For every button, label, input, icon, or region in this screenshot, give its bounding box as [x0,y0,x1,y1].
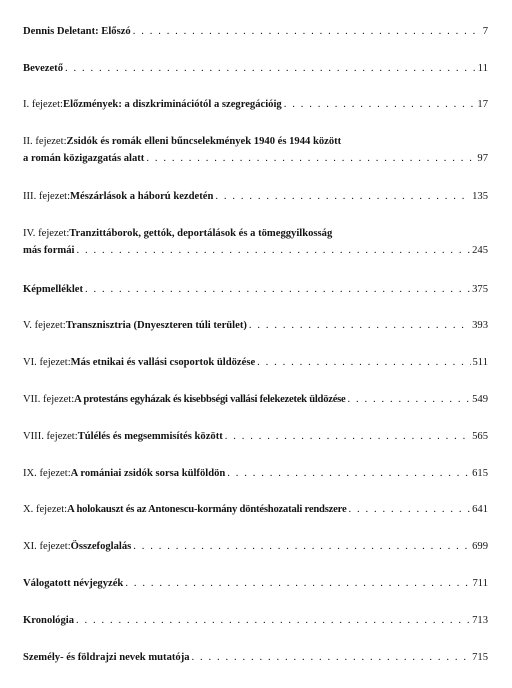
toc-chapter-prefix: VI. fejezet: [23,357,71,368]
toc-leader-dots [257,355,470,370]
toc-title: Transznisztria (Dnyeszteren túli terület) [65,320,247,331]
toc-page-number: 97 [477,153,488,164]
toc-page-number: 135 [472,191,488,202]
toc-entry [23,650,488,665]
toc-line [23,243,488,258]
toc-leader-dots [133,539,470,554]
toc-page-number: 699 [472,541,488,552]
toc-entry [23,97,488,112]
toc-leader-dots [125,576,470,591]
toc-entry [23,226,488,258]
toc-line [23,355,488,370]
toc-page-number: 713 [472,615,488,626]
toc-entry [23,189,488,204]
toc-page-number: 393 [472,320,488,331]
toc-chapter-prefix: IV. fejezet: [23,228,70,239]
toc-entry [23,576,488,591]
toc-page-number: 641 [472,504,488,515]
toc-entry [23,613,488,628]
toc-leader-dots [65,61,476,76]
toc-title: A protestáns egyházak és kisebbségi vallási felekezetek üldözése [74,394,346,405]
toc-chapter-prefix: X. fejezet: [23,504,68,515]
toc-chapter-prefix: II. fejezet: [23,136,67,147]
toc-page-number: 565 [472,431,488,442]
toc-page-number: 17 [477,99,488,110]
toc-line [23,392,488,407]
toc-title: Tranzittáborok, gettók, deportálások és a tömeggyilkosság [69,228,333,239]
toc-title: Összefoglalás [70,541,132,552]
toc-line [23,502,488,517]
toc-leader-dots [227,466,470,481]
toc-line [23,318,488,333]
toc-entry [23,392,488,407]
toc-entry [23,61,488,76]
toc-title-continuation: a román közigazgatás alatt [23,153,145,164]
toc-line [23,226,488,241]
toc-entry [23,134,488,166]
toc-entry [23,539,488,554]
toc-title: Zsidók és romák elleni bűncselekmények 1940 és 1944 között [66,136,342,147]
toc-line [23,539,488,554]
toc-line [23,189,488,204]
toc-leader-dots [146,151,475,166]
toc-line [23,576,488,591]
toc-title: A holokauszt és az Antonescu-kormány döntéshozatali rendszere [67,504,347,515]
toc-page-number: 245 [472,245,488,256]
toc-leader-dots [192,650,471,665]
toc-page-number: 711 [472,578,488,589]
toc-chapter-prefix: IX. fejezet: [23,468,71,479]
toc-entry [23,282,488,297]
toc-chapter-prefix: VII. fejezet: [23,394,75,405]
toc-leader-dots [249,318,470,333]
toc-chapter-prefix: V. fejezet: [23,320,66,331]
toc-line [23,650,488,665]
toc-title: Személy- és földrajzi nevek mutatója [23,652,190,663]
toc-chapter-prefix: VIII. fejezet: [23,431,78,442]
toc-entry [23,24,488,39]
toc-leader-dots [76,613,470,628]
toc-line [23,24,488,39]
toc-line [23,282,488,297]
toc-entry [23,466,488,481]
toc-title: Túlélés és megsemmisítés között [77,431,223,442]
toc-page-number: 549 [472,394,488,405]
toc-leader-dots [76,243,470,258]
toc-line [23,429,488,444]
toc-leader-dots [348,502,470,517]
toc-line [23,97,488,112]
toc-leader-dots [133,24,481,39]
toc-line [23,466,488,481]
toc-line [23,61,488,76]
toc-line [23,613,488,628]
toc-entry [23,355,488,370]
toc-entry [23,429,488,444]
toc-leader-dots [85,282,470,297]
toc-page-number: 7 [482,26,488,37]
toc-leader-dots [225,429,470,444]
toc-line [23,134,488,149]
toc-title: Kronológia [23,615,75,626]
toc-title: Dennis Deletant: Előszó [23,26,131,37]
toc-entry [23,502,488,517]
toc-page-number: 715 [472,652,488,663]
toc-line [23,151,488,166]
toc-title: Bevezető [23,63,63,74]
toc-page-number: 11 [477,63,488,74]
toc-chapter-prefix: I. fejezet: [23,99,63,110]
toc-leader-dots [215,189,470,204]
toc-chapter-prefix: XI. fejezet: [23,541,71,552]
toc-leader-dots [284,97,476,112]
toc-title: Válogatott névjegyzék [23,578,124,589]
toc-entry [23,318,488,333]
toc-page-number: 511 [472,357,488,368]
toc-title-continuation: más formái [23,245,75,256]
toc-title: A romániai zsidók sorsa külföldön [70,468,226,479]
toc-page-number: 375 [472,284,488,295]
toc-leader-dots [347,392,470,407]
toc-page-number: 615 [472,468,488,479]
toc-title: Előzmények: a diszkriminációtól a szegregációig [63,99,282,110]
toc-chapter-prefix: III. fejezet: [23,191,71,202]
toc-title: Képmelléklet [23,284,84,295]
toc-title: Mészárlások a háború kezdetén [70,191,214,202]
toc-title: Más etnikai és vallási csoportok üldözése [70,357,256,368]
